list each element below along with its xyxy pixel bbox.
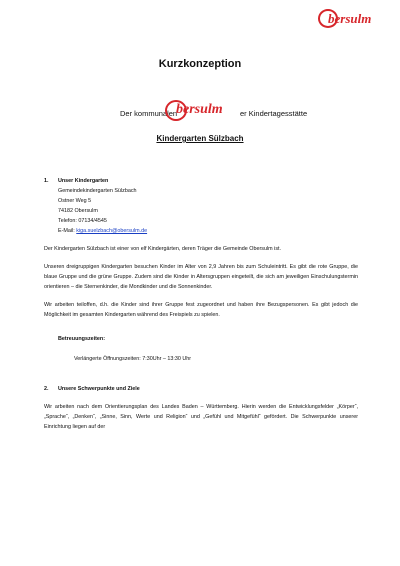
obersulm-logo <box>322 8 372 30</box>
paragraph: Unseren dreigruppigen Kindergarten besuchen Kinder im Alter von 2,9 Jahren bis zum Schuleintritt. Es gibt die rote Gruppe, die blaue Gruppe und die grüne Gruppe. Zudem sind die Kinder in Altersgruppen eingeteilt, die sich am jeweiligen Einschulungstermin orientieren – die Sternenkinder, die Mondkinder und die Sonnenkinder. <box>44 264 358 290</box>
obersulm-inline-logo <box>170 100 223 124</box>
document-body <box>44 176 358 432</box>
email-label: E-Mail: <box>58 228 75 234</box>
paragraph: Wir arbeiten nach dem Orientierungsplan des Landes Baden – Württemberg. Hierin werden die Entwicklungsfelder „Körper“, „Sprache“, „Denken“, „Sinne, Sinn, Werte und Religion“ und „Gefühl und Mitgefühl“ gefördert. Die Schwerpunkte unserer Einrichtung liegen auf der <box>44 404 358 430</box>
intro-post-text: er Kindertagesstätte <box>240 109 308 118</box>
section-1-heading <box>44 176 358 186</box>
email-line <box>58 226 358 236</box>
phone-line: Telefon: 07134/4545 <box>58 218 107 224</box>
hours-heading: Betreuungszeiten: <box>58 336 106 342</box>
section-2-title: Unsere Schwerpunkte und Ziele <box>58 386 140 392</box>
paragraph: Der Kindergarten Sülzbach ist einer von elf Kindergärten, deren Träger die Gemeinde Obersulm ist. <box>44 246 282 252</box>
address-block <box>44 186 358 236</box>
section-2-heading <box>44 384 358 394</box>
address-line: 74182 Obersulm <box>58 208 98 214</box>
address-line: Gemeindekindergarten Sülzbach <box>58 188 137 194</box>
section-1-number: 1. <box>44 178 49 184</box>
address-line: Ostner Weg 5 <box>58 198 92 204</box>
section-1-title: Unser Kindergarten <box>58 178 109 184</box>
section-2-number: 2. <box>44 386 49 392</box>
page-title: Kurzkonzeption <box>158 58 242 70</box>
subtitle: Kindergarten Sülzbach <box>156 134 244 143</box>
paragraph: Wir arbeiten teiloffen, d.h. die Kinder sind ihrer Gruppe fest zugeordnet und haben ihre Bezugspersonen. Es gibt jedoch die Möglichkeit im gesamten Kindergarten während des Freispiels zu spielen. <box>44 302 358 318</box>
intro-line <box>0 103 400 123</box>
logo-text: bersulm <box>328 11 372 26</box>
intro-pre-text: Der kommunalen <box>120 109 178 118</box>
inline-logo-text: bersulm <box>176 102 223 117</box>
email-link[interactable]: kiga.suelzbach@obersulm.de <box>76 228 148 234</box>
hours-text: Verlängerte Öffnungszeiten: 7:30Uhr – 13:30 Uhr <box>74 356 192 362</box>
